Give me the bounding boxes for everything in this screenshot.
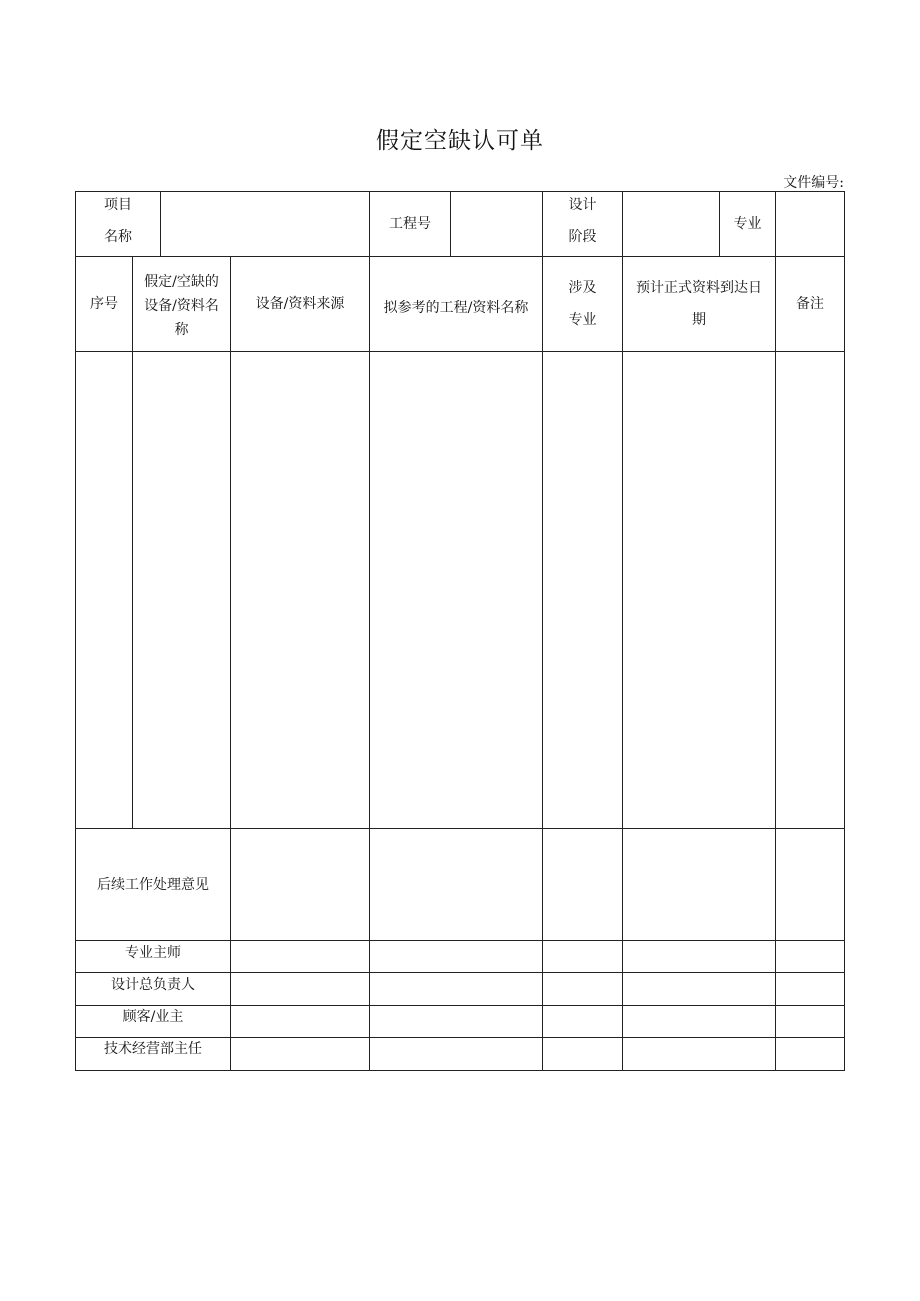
column-header-involved-line2: 专业 [568, 312, 597, 328]
body-source-cell[interactable] [231, 352, 369, 828]
page-title: 假定空缺认可单 [376, 128, 544, 154]
column-header-item-line2: 设备/资料名 [144, 298, 219, 314]
follow-up-opinion-label: 后续工作处理意见 [97, 876, 209, 893]
column-header-expected-date-line2: 期 [692, 312, 706, 328]
column-header-involved [543, 257, 622, 351]
column-header-item-line3: 称 [174, 322, 189, 338]
column-header-remarks: 备注 [796, 296, 824, 312]
column-header-item-line1: 假定/空缺的 [144, 274, 219, 290]
project-name-label-line2: 名称 [104, 229, 132, 245]
design-stage-value[interactable] [623, 192, 719, 256]
design-stage-label-line2: 阶段 [568, 229, 597, 245]
document-number-label: 文件编号: [783, 175, 844, 191]
project-name-value[interactable] [161, 192, 369, 256]
body-expected-date-cell[interactable] [623, 352, 775, 828]
body-remarks-cell[interactable] [776, 352, 844, 828]
column-header-source: 设备/资料来源 [255, 296, 345, 312]
discipline-value[interactable] [776, 192, 844, 256]
body-seq-cell[interactable] [76, 352, 132, 828]
column-header-item [133, 257, 230, 351]
body-item-cell[interactable] [133, 352, 230, 828]
project-name-label [76, 186, 160, 256]
column-header-involved-line1: 涉及 [568, 280, 597, 296]
design-manager-label: 设计总负责人 [111, 977, 195, 993]
discipline-label: 专业 [733, 216, 762, 232]
project-name-label-line1: 项目 [104, 197, 132, 213]
column-header-reference: 拟参考的工程/资料名称 [383, 300, 529, 316]
column-header-expected-date-line1: 预计正式资料到达日 [636, 280, 762, 296]
design-stage-label [543, 186, 622, 256]
design-stage-label-line1: 设计 [568, 197, 597, 213]
column-header-seq: 序号 [90, 296, 118, 312]
project-no-label: 工程号 [389, 216, 431, 232]
discipline-chief-label: 专业主师 [125, 945, 181, 961]
client-owner-label: 顾客/业主 [122, 1009, 184, 1025]
body-involved-cell[interactable] [543, 352, 622, 828]
body-reference-cell[interactable] [370, 352, 542, 828]
column-header-expected-date [623, 257, 775, 351]
tech-director-label: 技术经营部主任 [104, 1041, 202, 1057]
project-no-value[interactable] [451, 192, 542, 256]
